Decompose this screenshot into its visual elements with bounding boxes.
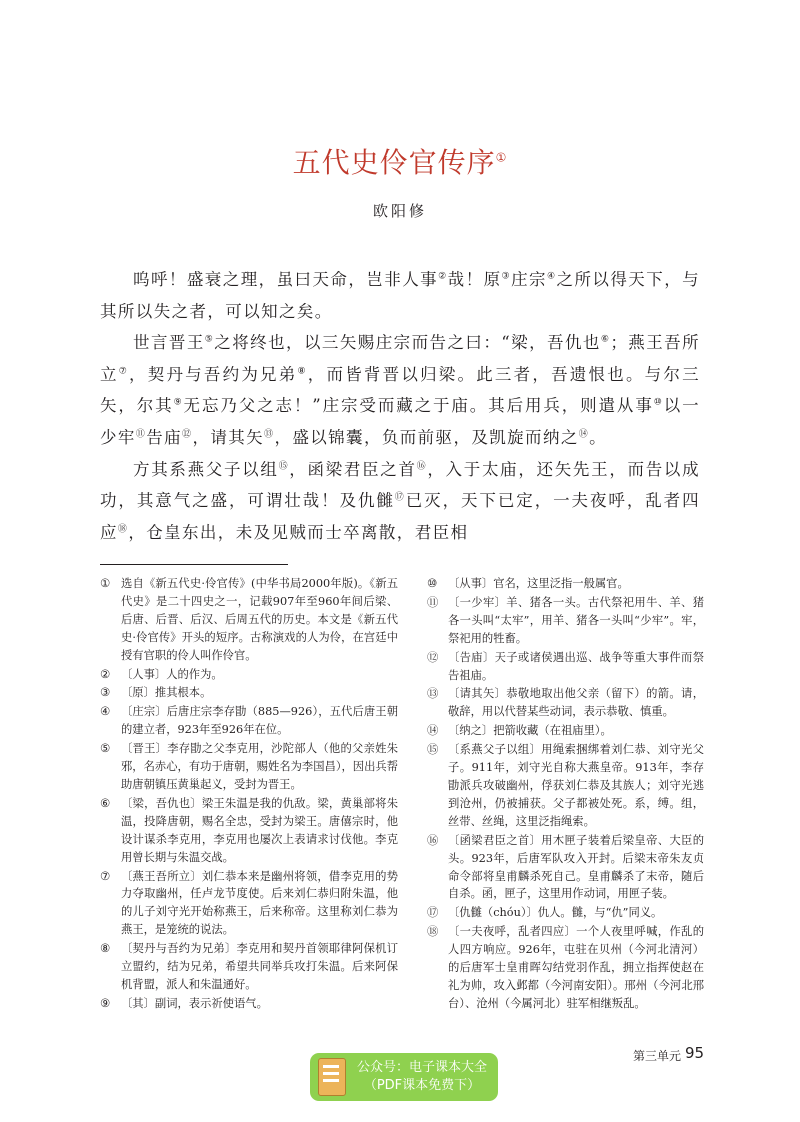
- footnote-text: 〔纳之〕把箭收藏（在祖庙里）。: [448, 724, 612, 738]
- footnote-number: ②: [100, 667, 111, 681]
- note-ref: ④: [546, 271, 557, 282]
- footnote-number: ⑤: [100, 742, 111, 756]
- note-ref: ⑧: [297, 366, 308, 377]
- footnote: [100, 684, 398, 702]
- footnote: [427, 722, 704, 740]
- footnote: [427, 649, 704, 685]
- footnote: [427, 741, 704, 831]
- footnote-number: ⑭: [427, 724, 439, 738]
- watermark-line-2: （PDF课本免费下）: [363, 1078, 481, 1093]
- footnote: [427, 923, 704, 1013]
- footnote-text: 〔一夫夜呼，乱者四应〕一个人夜里呼喊，作乱的人四方响应。926年，屯驻在贝州（今河北清河）的后唐军士皇甫晖勾结党羽作乱，拥立指挥使赵在礼为帅，攻入邺都（今河南安阳）。邢州（今河北邢台）、沧州（今属河北）驻军相继叛乱。: [448, 925, 704, 1010]
- footnote-text: 〔从事〕官名，这里泛指一般属官。: [448, 577, 629, 590]
- footnote-text: 〔其〕副词，表示祈使语气。: [121, 996, 268, 1010]
- note-ref: ⑥: [600, 334, 611, 345]
- footnote-number: ⑧: [100, 942, 111, 956]
- footnote-text: 选自《新五代史·伶官传》(中华书局2000年版)。《新五代史》是二十四史之一，记载907年至960年间后梁、后唐、后晋、后汉、后周五代的历史。本文是《新五代史·伶官传》开头的短序。古称演戏的人为伶，在宫廷中授有官职的伶人叫作伶官。: [121, 577, 398, 662]
- footnote-text: 〔系燕父子以组〕用绳索捆绑着刘仁恭、刘守光父子。911年，刘守光自称大燕皇帝。913年，李存勖派兵攻破幽州，俘获刘仁恭及其族人；刘守光逃到沧州，仍被捕获。父子都被处死。系，缚。组，丝带、丝绳，这里泛指绳索。: [448, 743, 704, 828]
- title-text: 五代史伶官传序: [292, 146, 496, 179]
- footnote-text: 〔仇雠（chóu）〕仇人。雠，与“仇”同义。: [448, 906, 663, 920]
- footnote: [100, 740, 398, 794]
- note-ref: ⑮: [278, 461, 290, 472]
- footnote-number: ③: [100, 686, 111, 700]
- footnote-number: ⑩: [427, 577, 438, 590]
- footnote-number: ⑬: [427, 687, 439, 701]
- footnote-text: 〔一少牢〕羊、猪各一头。古代祭祀用牛、羊、猪各一头叫“太牢”，用羊、猪各一头叫“少牢”。牢，祭祀用的牲畜。: [448, 595, 704, 645]
- footnote-text: 〔晋王〕李存勖之父李克用，沙陀部人（他的父亲姓朱邪，名赤心，有功于唐朝，赐姓名为李国昌），因出兵帮助唐朝镇压黄巢起义，受封为晋王。: [121, 742, 398, 791]
- footnote-number: ⑮: [427, 743, 439, 757]
- page-number: 95: [685, 1044, 705, 1062]
- footnote-number: ⑪: [427, 595, 439, 609]
- watermark-badge: [310, 1053, 498, 1101]
- note-ref: ⑯: [416, 461, 428, 472]
- footnote: [100, 868, 398, 940]
- note-ref: ⑭: [578, 429, 590, 440]
- footnote-number: ⑫: [427, 650, 439, 664]
- footnote: [427, 594, 704, 648]
- author: 欧阳修: [372, 202, 427, 220]
- footnote-number: ⑯: [427, 833, 439, 847]
- title-note-ref: ①: [495, 150, 508, 165]
- paragraph-1: 呜呼！盛衰之理，虽曰天命，岂非人事②哉！原③庄宗④之所以得天下，与其所以失之者，可以知之矣。: [100, 270, 701, 321]
- footnote-text: 〔函梁君臣之首〕用木匣子装着后梁皇帝、大臣的头。923年，后唐军队攻入开封。后梁末帝朱友贞命令部将皇甫麟杀死自己。皇甫麟杀了末帝，随后自杀。函，匣子，这里用作动词，用匣子装。: [448, 833, 704, 901]
- watermark-text: [346, 1059, 498, 1095]
- footnote-text: 〔契丹与吾约为兄弟〕李克用和契丹首领耶律阿保机订立盟约，结为兄弟，希望共同举兵攻打朱温。后来阿保机背盟，派人和朱温通好。: [121, 942, 398, 991]
- footnote-text: 〔人事〕人的作为。: [121, 667, 223, 681]
- footnote-text: 〔燕王吾所立〕刘仁恭本来是幽州将领，借李克用的势力夺取幽州，任卢龙节度使。后来刘仁恭归附朱温，他的儿子刘守光开始称燕王，后来称帝。这里称刘仁恭为燕王，是笼统的说法。: [121, 869, 398, 937]
- footnote-number: ⑦: [100, 869, 111, 883]
- footnote: [427, 575, 704, 593]
- note-ref: ③: [501, 271, 512, 282]
- footnote: [427, 832, 704, 904]
- page-title: [0, 141, 800, 181]
- footnote-number: ⑱: [427, 925, 439, 939]
- footnote-number: ⑥: [100, 796, 111, 810]
- footnote-number: ⑰: [427, 906, 439, 920]
- footnotes-right: [427, 575, 704, 1014]
- note-ref: ②: [438, 271, 448, 282]
- footnote-text: 〔梁，吾仇也〕梁王朱温是我的仇敌。梁，黄巢部将朱温，投降唐朝，赐名全忠，受封为梁王。唐僖宗时，他设计谋杀李克用，李克用也屡次上表请求讨伐他。李克用曾长期与朱温交战。: [121, 796, 398, 864]
- note-ref: ⑦: [118, 366, 130, 377]
- note-ref: ⑩: [653, 397, 664, 408]
- footnote: [100, 666, 398, 684]
- note-ref: ⑪: [135, 429, 147, 440]
- footnote-text: 〔请其矢〕恭敬地取出他父亲（留下）的箭。请，敬辞，用以代替某些动词，表示恭敬、慎重。: [448, 687, 704, 719]
- footnote-number: ①: [100, 577, 111, 590]
- watermark-line-1: 公众号：电子课本大全: [356, 1060, 487, 1075]
- footnote: [100, 940, 398, 994]
- paragraph-3: 方其系燕父子以组⑮，函梁君臣之首⑯，入于太庙，还矢先王，而告以成功，其意气之盛，可谓壮哉！及仇雠⑰已灭，天下已定，一夫夜呼，乱者四应⑱，仓皇东出，未及见贼而士卒离散，君臣相: [100, 459, 701, 542]
- footnote: [100, 795, 398, 867]
- footnote: [100, 995, 398, 1013]
- note-ref: ⑬: [264, 429, 275, 440]
- footnote: [427, 685, 704, 721]
- unit-label: 第三单元: [633, 1049, 682, 1063]
- footnote-text: 〔庄宗〕后唐庄宗李存勖（885—926），五代后唐王朝的建立者，923年至926年在位。: [121, 705, 398, 737]
- note-ref: ⑨: [173, 397, 184, 408]
- footnote: [427, 904, 704, 922]
- footnote: [100, 575, 398, 665]
- main-text: [100, 264, 700, 548]
- footnote-divider: [100, 564, 288, 565]
- footnote: [100, 703, 398, 739]
- footnote-number: ⑨: [100, 996, 111, 1010]
- note-ref: ⑰: [394, 492, 406, 503]
- footnote-text: 〔原〕推其根本。: [121, 686, 212, 700]
- note-ref: ⑫: [182, 429, 193, 440]
- paragraph-2: 世言晋王⑤之将终也，以三矢赐庄宗而告之曰：“梁，吾仇也⑥；燕王吾所立⑦，契丹与吾约为兄弟⑧，而皆背晋以归梁。此三者，吾遗恨也。与尔三矢，尔其⑨无忘乃父之志！”庄宗受而藏之于庙。其后用兵，则遣从事⑩以一少牢⑪告庙⑫，请其矢⑬，盛以锦囊，负而前驱，及凯旋而纳之⑭。: [100, 333, 701, 447]
- footnote-number: ④: [100, 705, 111, 719]
- book-icon: [318, 1058, 346, 1096]
- note-ref: ⑤: [204, 334, 215, 345]
- footnote-text: 〔告庙〕天子或诸侯遇出巡、战争等重大事件而祭告祖庙。: [448, 650, 704, 682]
- footnotes-left: [100, 575, 398, 1014]
- note-ref: ⑱: [117, 524, 129, 535]
